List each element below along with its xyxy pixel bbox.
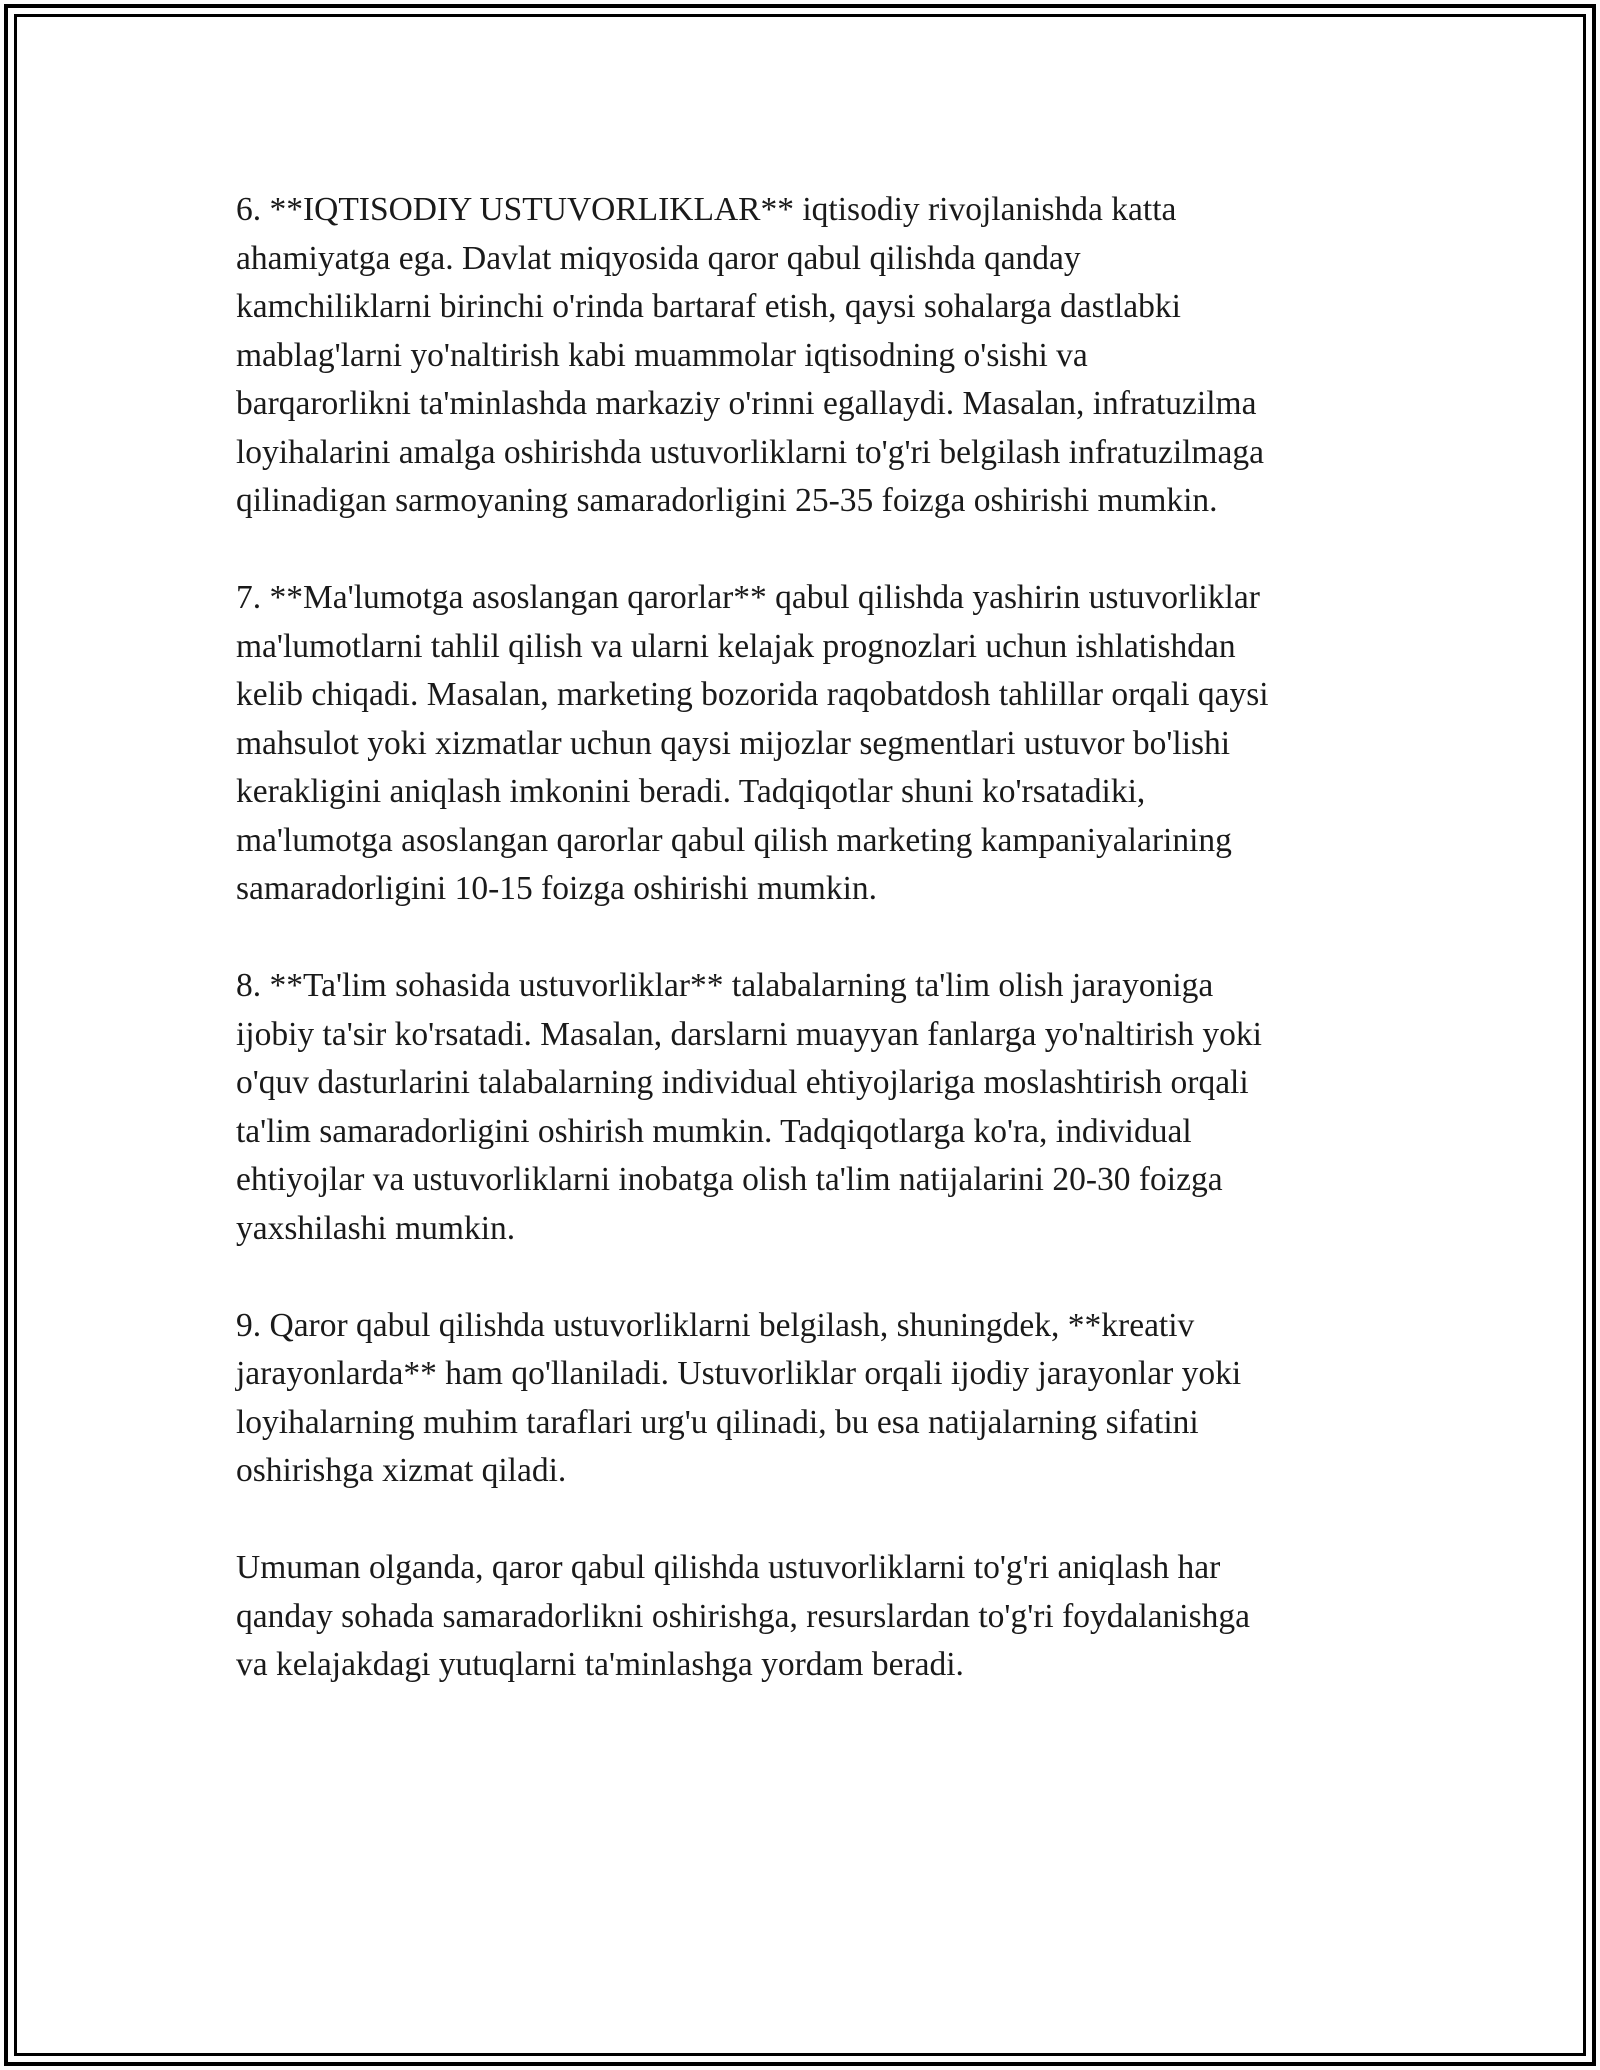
paragraph-economic-priorities: 6. **IQTISODIY USTUVORLIKLAR** iqtisodiy rivojlanishda katta ahamiyatga ega. Davlat miqyosida qaror qabul qilishda qanday kamchiliklarni birinchi o'rinda bartaraf etish, qaysi sohalarga dastlabki mablag'larni yo'naltirish kabi muammolar iqtisodning o'sishi va barqarorlikni ta'minlashda markaziy o'rinni egallaydi. Masalan, infratuzilma loyihalarini amalga oshirishda ustuvorliklarni to'g'ri belgilash infratuzilmaga qilinadigan sarmoyaning samaradorligini 25-35 foizga oshirishi mumkin.	[236, 191, 1264, 519]
paragraph-education-priorities: 8. **Ta'lim sohasida ustuvorliklar** talabalarning ta'lim olish jarayoniga ijobiy ta'sir ko'rsatadi. Masalan, darslarni muayyan fanlarga yo'naltirish yoki o'quv dasturlarini talabalarning individual ehtiyojlariga moslashtirish orqali ta'lim samaradorligini oshirish mumkin. Tadqiqotlarga ko'ra, individual ehtiyojlar va ustuvorliklarni inobatga olish ta'lim natijalarini 20-30 foizga yaxshilashi mumkin.	[236, 967, 1262, 1247]
paragraph-conclusion: Umuman olganda, qaror qabul qilishda ustuvorliklarni to'g'ri aniqlash har qanday sohada samaradorlikni oshirishga, resurslardan to'g'ri foydalanishga va kelajakdagi yutuqlarni ta'minlashga yordam beradi.	[236, 1549, 1250, 1683]
paragraph-data-driven-decisions: 7. **Ma'lumotga asoslangan qarorlar** qabul qilishda yashirin ustuvorliklar ma'lumotlarni tahlil qilish va ularni kelajak prognozlari uchun ishlatishdan kelib chiqadi. Masalan, marketing bozorida raqobatdosh tahlillar orqali qaysi mahsulot yoki xizmatlar uchun qaysi mijozlar segmentlari ustuvor bo'lishi kerakligini aniqlash imkonini beradi. Tadqiqotlar shuni ko'rsatadiki, ma'lumotga asoslangan qarorlar qabul qilish marketing kampaniyalarining samaradorligini 10-15 foizga oshirishi mumkin.	[236, 579, 1269, 907]
document-body	[236, 186, 1376, 1738]
paragraph-creative-processes: 9. Qaror qabul qilishda ustuvorliklarni belgilash, shuningdek, **kreativ jarayonlarda** ham qo'llaniladi. Ustuvorliklar orqali ijodiy jarayonlar yoki loyihalarning muhim taraflari urg'u qilinadi, bu esa natijalarning sifatini oshirishga xizmat qiladi.	[236, 1306, 1242, 1489]
